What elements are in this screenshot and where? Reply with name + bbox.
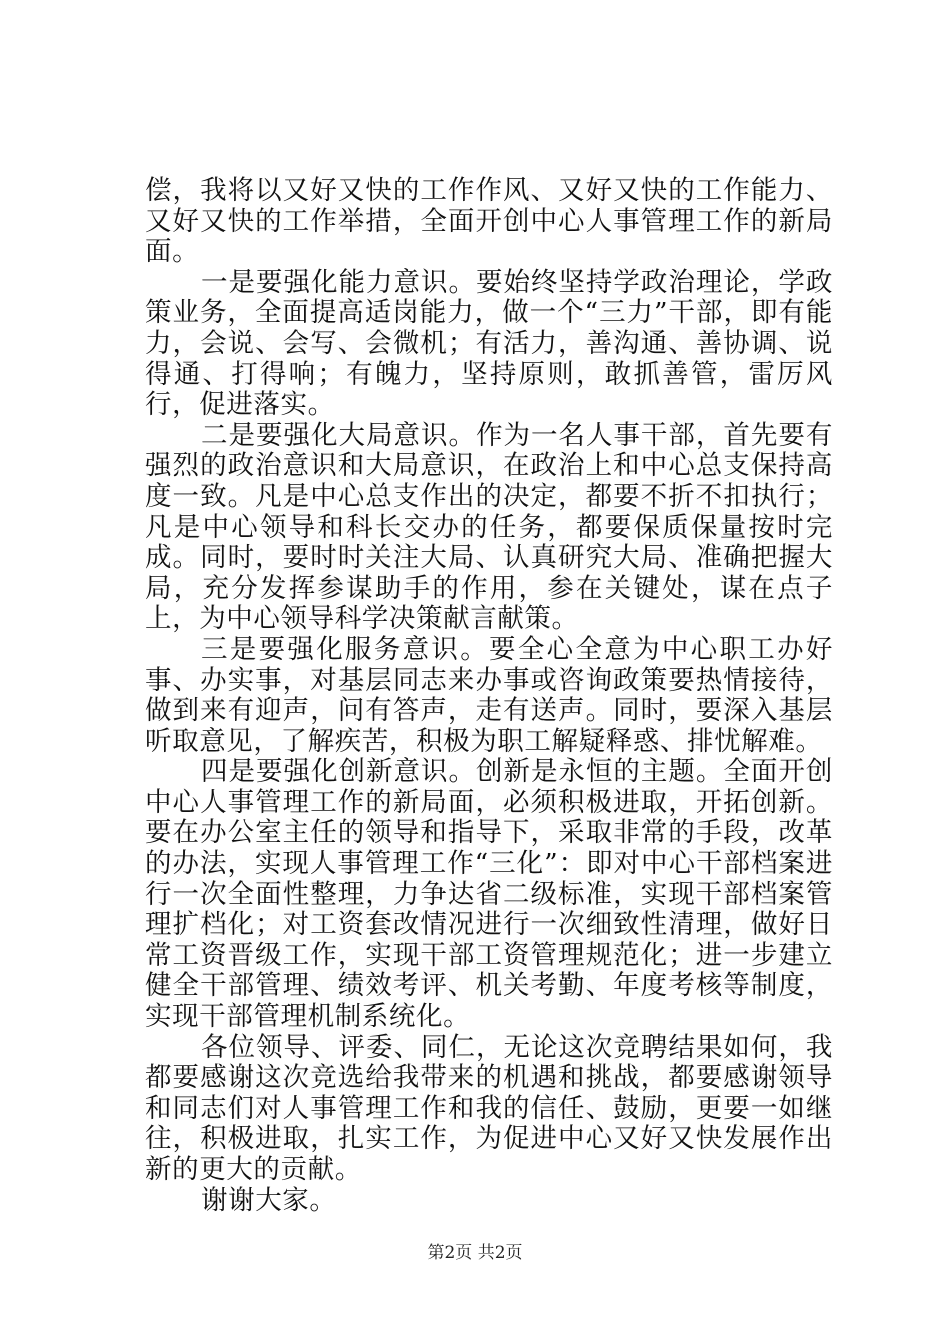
- paragraph-overall-awareness: 二是要强化大局意识。作为一名人事干部，首先要有强烈的政治意识和大局意识，在政治上和中心总支保持高度一致。凡是中心总支作出的决定，都要不折不扣执行；凡是中心领导和科长交办的任务，都要保质保量按时完成。同时，要时时关注大局、认真研究大局、准确把握大局，充分发挥参谋助手的作用，参在关键处，谋在点子上，为中心领导科学决策献言献策。: [145, 419, 833, 635]
- paragraph-closing: 各位领导、评委、同仁，无论这次竞聘结果如何，我都要感谢这次竞选给我带来的机遇和挑战，都要感谢领导和同志们对人事管理工作和我的信任、鼓励，更要一如继往，积极进取，扎实工作，为促进中心又好又快发展作出新的更大的贡献。: [145, 1031, 833, 1185]
- paragraph-ability-awareness: 一是要强化能力意识。要始终坚持学政治理论，学政策业务，全面提高适岗能力，做一个“三力”干部，即有能力，会说、会写、会微机；有活力，善沟通、善协调、说得通、打得响；有魄力，坚持原则，敢抓善管，雷厉风行，促进落实。: [145, 266, 833, 421]
- page-number-footer: 第2页 共2页: [427, 1243, 523, 1263]
- paragraph-service-awareness: 三是要强化服务意识。要全心全意为中心职工办好事、办实事，对基层同志来办事或咨询政策要热情接待，做到来有迎声，问有答声，走有送声。同时，要深入基层听取意见，了解疾苦，积极为职工解疑释惑、排忧解难。: [145, 633, 833, 757]
- paragraph-thanks: 谢谢大家。: [201, 1184, 337, 1216]
- paragraph-innovation-awareness: 四是要强化创新意识。创新是永恒的主题。全面开创中心人事管理工作的新局面，必须积极进取，开拓创新。要在办公室主任的领导和指导下，采取非常的手段，改革的办法，实现人事管理工作“三化”：即对中心干部档案进行一次全面性整理，力争达省二级标准，实现干部档案管理扩档化；对工资套改情况进行一次细致性清理，做好日常工资晋级工作，实现干部工资管理规范化；进一步建立健全干部管理、绩效考评、机关考勤、年度考核等制度，实现干部管理机制系统化。: [145, 756, 833, 1033]
- paragraph-continuation: 偿，我将以又好又快的工作作风、又好又快的工作能力、又好又快的工作举措，全面开创中心人事管理工作的新局面。: [145, 175, 833, 268]
- document-body: [145, 176, 833, 1216]
